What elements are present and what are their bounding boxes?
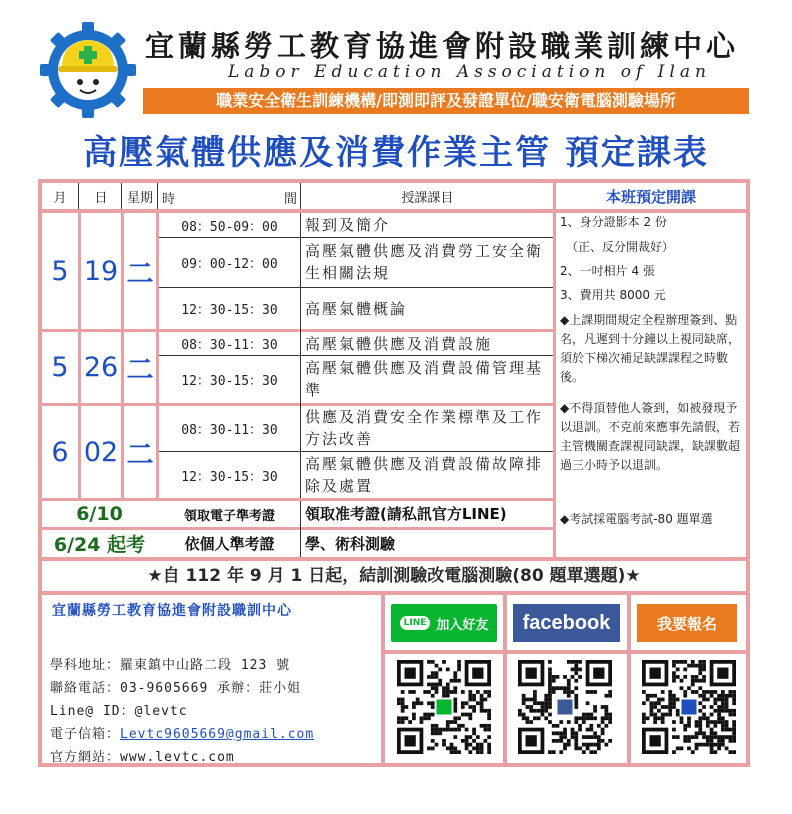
- footer-divider: [503, 595, 507, 763]
- grid-line: [300, 183, 301, 209]
- note-item: 1、身分證影本 2 份: [560, 215, 667, 229]
- organization-logo: [40, 22, 136, 118]
- header-weekday: 星期: [126, 190, 153, 206]
- header-subject: 授課課目: [401, 190, 454, 206]
- footer-divider: [627, 595, 631, 763]
- line-id: Line@ ID：@levtc: [50, 704, 188, 719]
- email-link[interactable]: Levtc9605669@gmail.com: [120, 727, 315, 742]
- group-month: 6: [51, 436, 69, 468]
- header-day: 日: [94, 190, 108, 206]
- header-notes: 本班預定開課: [605, 187, 696, 206]
- facebook-qr-code[interactable]: [518, 660, 612, 754]
- exam-start-label: 依個人準考證: [184, 535, 275, 553]
- line-button-label: 加入好友: [436, 617, 489, 633]
- note-item: （正、反分開裁好）: [566, 240, 675, 254]
- register-button[interactable]: 我要報名: [637, 604, 737, 642]
- line-icon: LINE: [400, 616, 431, 630]
- group-weekday: 二: [126, 258, 154, 290]
- session-time: 12：30-15：30: [181, 469, 278, 485]
- exam-start-date: 6/24 起考: [53, 534, 146, 556]
- session-subject: 高壓氣體供應及消費設備管理基準: [305, 359, 544, 399]
- session-time: 09：00-12：00: [181, 257, 278, 272]
- grid-line: [157, 183, 158, 209]
- session-time: 08：30-11：30: [181, 423, 278, 438]
- exam-start-subject: 學、術科測驗: [305, 535, 396, 553]
- group-day: 26: [83, 352, 119, 383]
- session-time: 08：50-09：00: [181, 219, 278, 235]
- register-qr-code[interactable]: [642, 660, 736, 754]
- grid-line: [121, 183, 122, 209]
- group-month: 5: [51, 352, 69, 383]
- organization-english-name: Labor Education Association of Ilan: [228, 62, 711, 82]
- session-subject: 高壓氣體概論: [305, 300, 408, 318]
- footer-divider: [381, 595, 385, 763]
- note-item: ◆不得頂替他人簽到，如被發現予以退訓。不克前來應事先請假，若主管機關查課視同缺課，缺課數超過三小時予以退訓。: [560, 401, 741, 472]
- website[interactable]: 官方網站：www.levtc.com: [50, 750, 235, 765]
- column-line: [300, 213, 301, 498]
- header-time-left: 時: [162, 192, 176, 207]
- organization-banner: 職業安全衛生訓練機構/即測即評及發證單位/職安衛電腦測驗場所: [143, 88, 749, 114]
- exam-ticket-subject: 領取准考證(請私訊官方LINE): [305, 505, 507, 523]
- session-time: 08：30-11：30: [181, 338, 278, 353]
- group-weekday: 二: [126, 355, 154, 386]
- exam-ticket-label: 領取電子準考證: [183, 508, 275, 524]
- notice-divider-bottom: [42, 591, 746, 595]
- session-subject: 高壓氣體供應及消費設備故障排除及處置: [305, 455, 544, 495]
- session-time: 12：30-15：30: [181, 374, 278, 389]
- session-subject: 高壓氣體供應及消費設施: [305, 335, 493, 353]
- group-day: 02: [83, 436, 119, 468]
- header-time-right: 間: [284, 192, 298, 207]
- line-qr-code[interactable]: [397, 660, 491, 754]
- session-subject: 供應及消費安全作業標準及工作方法改善: [305, 408, 544, 448]
- facebook-button[interactable]: facebook: [513, 604, 620, 642]
- course-title: 高壓氣體供應及消費作業主管 預定課表: [83, 133, 709, 173]
- note-item: ◆上課期間規定全程辦理簽到、點名，凡遲到十分鐘以上視同缺席，須於下梯次補足缺課課程之時數後。: [560, 313, 741, 384]
- group-weekday: 二: [126, 439, 154, 471]
- line-add-friend-button[interactable]: [391, 604, 497, 642]
- address: 學科地址：羅東鎮中山路二段 123 號: [50, 658, 291, 673]
- footer-organization: 宜蘭縣勞工教育協進會附設職訓中心: [52, 603, 292, 619]
- session-time: 12：30-15：30: [181, 303, 278, 318]
- note-item: 2、一吋相片 4 張: [560, 264, 655, 278]
- exam-ticket-date: 6/10: [76, 503, 123, 525]
- organization-title: 宜蘭縣勞工教育協進會附設職業訓練中心: [145, 29, 740, 63]
- column-line: [300, 501, 301, 557]
- session-subject: 高壓氣體供應及消費勞工安全衛生相關法規: [305, 242, 544, 282]
- grid-line: [78, 183, 79, 209]
- notes-divider: [553, 183, 556, 557]
- group-month: 5: [51, 255, 69, 287]
- header-month: 月: [53, 190, 67, 206]
- group-day: 19: [83, 255, 119, 287]
- phone: 聯絡電話：03-9605669 承辦：莊小姐: [50, 681, 302, 696]
- note-item: 3、費用共 8000 元: [560, 288, 666, 302]
- email-label: 電子信箱：: [50, 727, 121, 742]
- exam-change-notice: ★自 112 年 9 月 1 日起，結訓測驗改電腦測驗(80 題單選題)★: [147, 566, 641, 586]
- footer-divider: [385, 650, 746, 654]
- note-item: ◆考試採電腦考試-80 題單選: [560, 512, 713, 526]
- session-subject: 報到及簡介: [305, 216, 391, 234]
- email-row: [50, 723, 314, 742]
